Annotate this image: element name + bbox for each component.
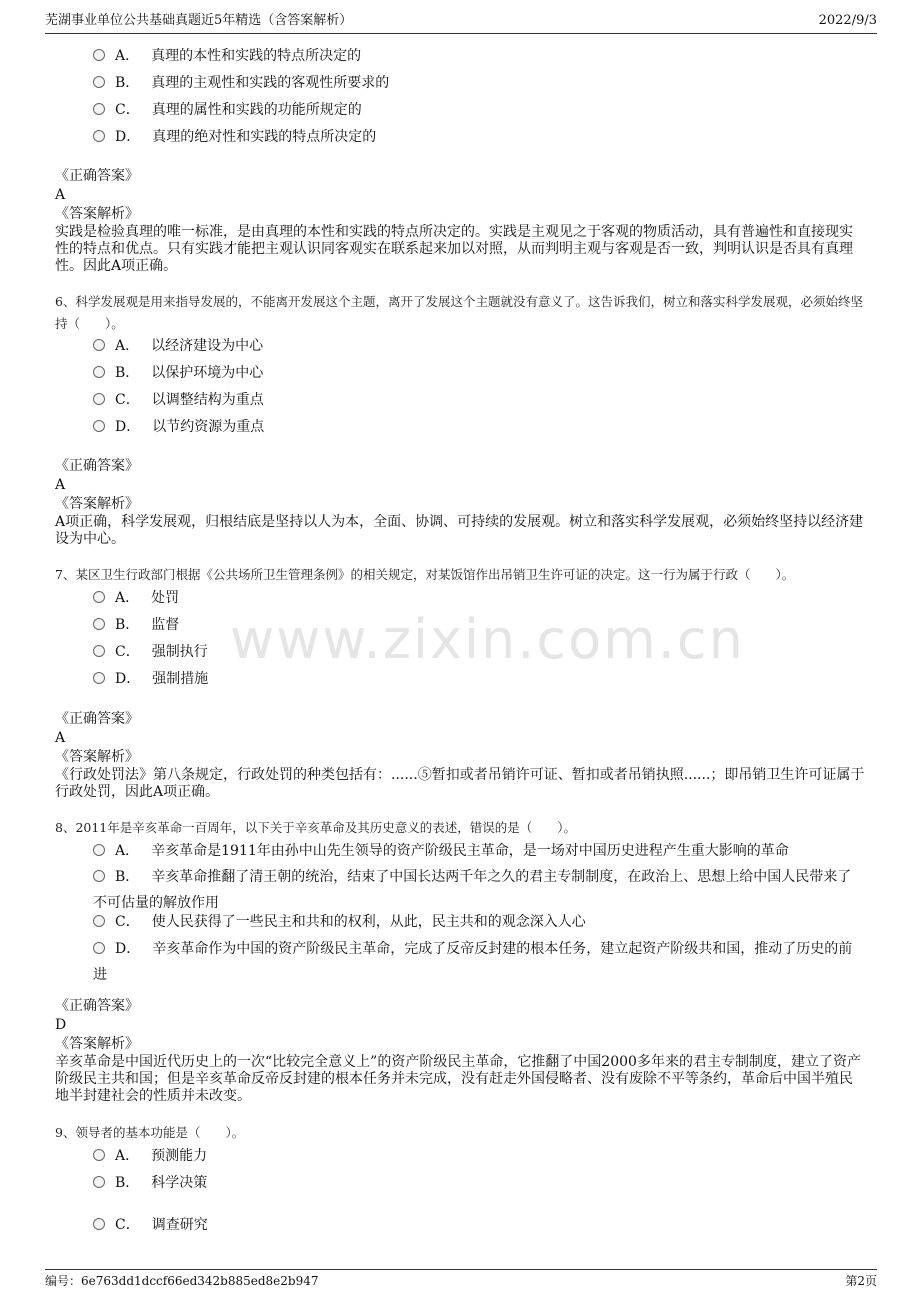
q8-option-d[interactable]: D． 辛亥革命作为中国的资产阶级民主革命，完成了反帝反封建的根本任务，建立起资产阶级共和国，推动了历史的前进 — [93, 941, 853, 983]
q8-option-a[interactable]: A． 辛亥革命是1911年由孙中山先生领导的资产阶级民主革命，是一场对中国历史进程产生重大影响的革命 — [93, 838, 863, 864]
radio-icon[interactable] — [93, 645, 105, 657]
q8-option-c[interactable]: C． 使人民获得了一些民主和共和的权利，从此，民主共和的观念深入人心 — [93, 909, 863, 935]
radio-icon[interactable] — [93, 130, 105, 142]
header-date: 2022/9/3 — [818, 13, 877, 28]
radio-icon[interactable] — [93, 366, 105, 378]
page-footer — [45, 1269, 877, 1292]
radio-icon[interactable] — [93, 672, 105, 684]
answer-label: 《正确答案》 — [55, 998, 139, 1014]
radio-icon[interactable] — [93, 1218, 105, 1230]
header-title: 芜湖事业单位公共基础真题近5年精选（含答案解析） — [45, 13, 353, 28]
q7-analysis: 《行政处罚法》第八条规定，行政处罚的种类包括有：......⑤暂扣或者吊销许可证、暂扣或者吊销执照......；即吊销卫生许可证属于行政处罚，因此A项正确。 — [55, 767, 865, 800]
radio-icon[interactable] — [93, 49, 105, 61]
radio-icon[interactable] — [93, 870, 105, 882]
radio-icon[interactable] — [93, 1149, 105, 1161]
q7-option-a[interactable]: A． 处罚 — [93, 585, 863, 611]
answer-label: 《正确答案》 — [55, 711, 139, 727]
page-number: 第2页 — [845, 1274, 877, 1288]
watermark: www.zixin.com.cn — [230, 608, 745, 671]
q6-option-a[interactable]: A． 以经济建设为中心 — [93, 333, 863, 359]
page-header — [45, 11, 877, 34]
q9-option-a[interactable]: A． 预测能力 — [93, 1143, 863, 1169]
q5-answer: A — [55, 187, 66, 203]
radio-icon[interactable] — [93, 1176, 105, 1188]
q8-question: 8、2011年是辛亥革命一百周年，以下关于辛亥革命及其历史意义的表述，错误的是（ ）。 — [55, 820, 577, 835]
q6-option-d[interactable]: D． 以节约资源为重点 — [93, 414, 863, 440]
q5-option-b[interactable]: B． 真理的主观性和实践的客观性所要求的 — [93, 70, 863, 96]
radio-icon[interactable] — [93, 915, 105, 927]
q6-option-c[interactable]: C． 以调整结构为重点 — [93, 387, 863, 413]
q9-option-c[interactable]: C． 调查研究 — [93, 1212, 863, 1238]
radio-icon[interactable] — [93, 618, 105, 630]
q7-option-c[interactable]: C． 强制执行 — [93, 639, 863, 665]
analysis-label: 《答案解析》 — [55, 206, 139, 222]
q9-question: 9、领导者的基本功能是（ ）。 — [55, 1125, 245, 1140]
q8-option-b[interactable]: B． 辛亥革命推翻了清王朝的统治，结束了中国长达两千年之久的君主专制制度，在政治上、思想上给中国人民带来了不可估量的解放作用 — [93, 869, 852, 911]
q7-option-d[interactable]: D． 强制措施 — [93, 666, 863, 692]
q8-analysis: 辛亥革命是中国近代历史上的一次“比较完全意义上”的资产阶级民主革命，它推翻了中国2000多年来的君主专制制度，建立了资产阶级民主共和国；但是辛亥革命反帝反封建的根本任务并未完成，没有赶走外国侵略者、没有废除不平等条约，革命后中国半殖民地半封建社会的性质并未改变。 — [55, 1054, 861, 1104]
radio-icon[interactable] — [93, 103, 105, 115]
q8-answer: D — [55, 1017, 67, 1033]
analysis-label: 《答案解析》 — [55, 749, 139, 765]
radio-icon[interactable] — [93, 339, 105, 351]
analysis-label: 《答案解析》 — [55, 1036, 139, 1052]
radio-icon[interactable] — [93, 393, 105, 405]
q5-option-c[interactable]: C． 真理的属性和实践的功能所规定的 — [93, 97, 863, 123]
q5-option-d[interactable]: D． 真理的绝对性和实践的特点所决定的 — [93, 124, 863, 150]
answer-label: 《正确答案》 — [55, 168, 139, 184]
answer-label: 《正确答案》 — [55, 458, 139, 474]
document-code: 编号：6e763dd1dccf66ed342b885ed8e2b947 — [45, 1274, 319, 1288]
q6-analysis: A项正确，科学发展观，归根结底是坚持以人为本，全面、协调、可持续的发展观。树立和落实科学发展观，必须始终坚持以经济建设为中心。 — [55, 514, 864, 547]
q6-question: 6、科学发展观是用来指导发展的，不能离开发展这个主题，离开了发展这个主题就没有意义了。这告诉我们，树立和落实科学发展观，必须始终坚持（ ）。 — [55, 294, 863, 331]
q7-answer: A — [55, 730, 66, 746]
radio-icon[interactable] — [93, 76, 105, 88]
q6-option-b[interactable]: B． 以保护环境为中心 — [93, 360, 863, 386]
radio-icon[interactable] — [93, 942, 105, 954]
analysis-label: 《答案解析》 — [55, 496, 139, 512]
radio-icon[interactable] — [93, 420, 105, 432]
radio-icon[interactable] — [93, 591, 105, 603]
q7-question: 7、某区卫生行政部门根据《公共场所卫生管理条例》的相关规定，对某饭馆作出吊销卫生许可证的决定。这一行为属于行政（ ）。 — [55, 567, 795, 582]
q5-analysis: 实践是检验真理的唯一标准，是由真理的本性和实践的特点所决定的。实践是主观见之于客观的物质活动，具有普遍性和直接现实性的特点和优点。只有实践才能把主观认识同客观实在联系起来加以对照，从而判明主观与客观是否一致，判明认识是否具有真理性。因此A项正确。 — [55, 224, 853, 274]
q6-answer: A — [55, 477, 66, 493]
q5-option-a[interactable]: A． 真理的本性和实践的特点所决定的 — [93, 43, 863, 69]
q9-option-b[interactable]: B． 科学决策 — [93, 1170, 863, 1196]
q7-option-b[interactable]: B． 监督 — [93, 612, 863, 638]
radio-icon[interactable] — [93, 844, 105, 856]
